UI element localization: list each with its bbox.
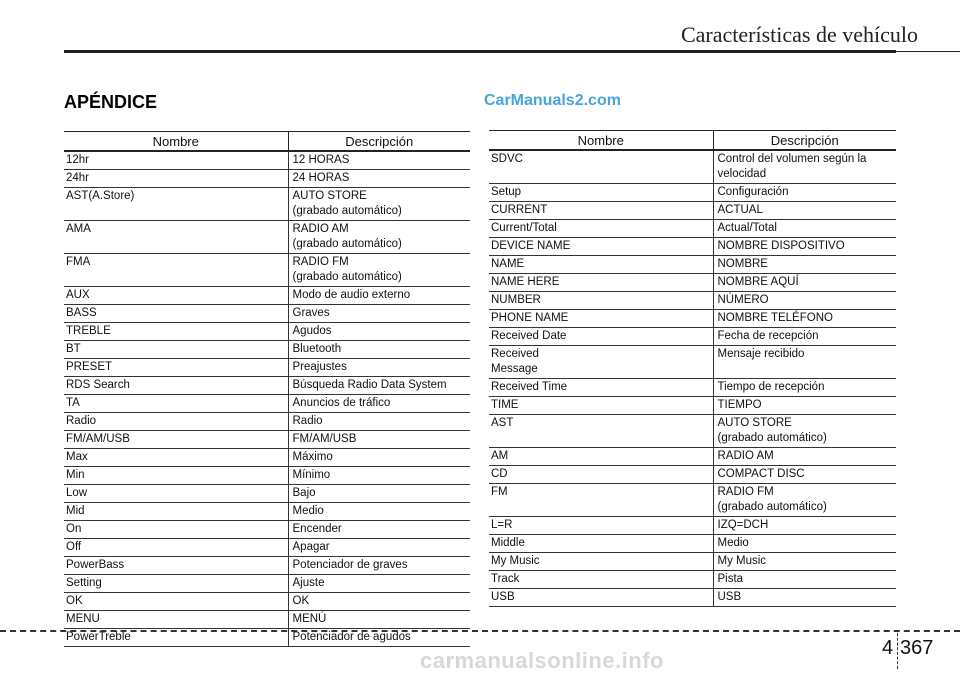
row-description-cell [288,170,470,188]
header-rule [64,50,896,53]
footer-watermark: carmanualsonline.info [420,648,664,673]
row-description-cell [288,503,470,521]
table-row [64,539,470,557]
row-name-cell [64,503,288,521]
row-description: Potenciador de graves [292,559,408,571]
row-name: Middle [491,537,525,549]
header-rule-extension [896,51,960,52]
row-name-cell [489,346,713,379]
section-title: APÉNDICE [64,92,158,112]
row-description-cell [713,292,896,310]
row-name-cell [489,328,713,346]
row-name: MENU [66,613,100,625]
table-row [489,184,896,202]
row-name: PRESET [66,361,113,373]
row-name: L=R [491,519,513,531]
row-description-cell [713,553,896,571]
row-description-cell [288,151,470,170]
row-description-cell [288,188,470,221]
row-description-cell [713,274,896,292]
column-header-descripcion: Descripción [713,131,896,151]
row-description-cell [713,517,896,535]
row-description-cell [713,448,896,466]
row-description-continued: velocidad [717,168,767,180]
row-name: CURRENT [491,204,548,216]
row-name-cell [64,593,288,611]
row-description: Mínimo [292,469,331,481]
row-description: USB [717,591,742,603]
table-row [489,238,896,256]
table-row [64,485,470,503]
page-number-separator [897,633,898,669]
column-header-descripcion: Descripción [288,132,470,152]
table-row [489,553,896,571]
row-name: On [66,523,82,535]
table-row [64,593,470,611]
table-row [489,274,896,292]
row-description-cell [713,379,896,397]
row-description-cell [713,220,896,238]
row-name: Radio [66,415,97,427]
row-name-cell [64,341,288,359]
table-row [489,256,896,274]
row-description-cell [713,256,896,274]
row-name: OK [66,595,83,607]
table-header-row [489,131,896,151]
row-description-continued: (grabado automático) [717,501,827,513]
footer-dashed-rule [0,630,960,632]
row-name: Track [491,573,520,585]
row-description: Medio [717,537,749,549]
row-name-cell [489,589,713,607]
row-name-cell [64,170,288,188]
row-name-cell [489,274,713,292]
table-row [64,341,470,359]
row-name-cell [64,305,288,323]
row-name-cell [489,150,713,184]
row-name-cell [489,379,713,397]
row-name-cell [489,310,713,328]
column-header-nombre: Nombre [489,131,713,151]
row-description-cell [713,571,896,589]
table-row [489,535,896,553]
row-name-cell [64,449,288,467]
row-description: ACTUAL [717,204,763,216]
table-row [64,287,470,305]
chapter-number: 4 [882,637,894,659]
row-description-cell [288,431,470,449]
row-description: Preajustes [292,361,347,373]
row-description-cell [713,346,896,379]
table-row [64,449,470,467]
row-description: RADIO AM [292,223,349,235]
row-description: Búsqueda Radio Data System [292,379,447,391]
row-description-cell [288,377,470,395]
row-description: Actual/Total [717,222,777,234]
row-name: Max [66,451,88,463]
row-description: Apagar [292,541,330,553]
table-row [64,521,470,539]
table-row [64,503,470,521]
row-description: FM/AM/USB [292,433,357,445]
row-name-cell [489,448,713,466]
row-name: TA [66,397,80,409]
row-description-cell [713,202,896,220]
row-description-cell [713,415,896,448]
table-row [489,397,896,415]
table-row [64,221,470,254]
row-description: Modo de audio externo [292,289,411,301]
table-row [489,328,896,346]
row-name: TREBLE [66,325,111,337]
row-name: AM [491,450,509,462]
row-description: RADIO AM [717,450,774,462]
row-name: NUMBER [491,294,541,306]
row-description-cell [713,535,896,553]
row-description-cell [288,287,470,305]
row-name-cell [489,292,713,310]
row-description-cell [713,397,896,415]
table-row [489,448,896,466]
table-row [64,413,470,431]
row-name: AUX [66,289,90,301]
row-name-cell [64,413,288,431]
row-name: RDS Search [66,379,130,391]
row-name: Setting [66,577,102,589]
table-row [489,484,896,517]
table-row [489,415,896,448]
table-row [489,150,896,184]
row-description: Bajo [292,487,316,499]
table-row [64,431,470,449]
table-row [64,359,470,377]
table-row [489,571,896,589]
row-name-cell [489,238,713,256]
table-row [64,611,470,629]
row-description: Control del volumen según la [717,153,867,165]
page-header-title: Características de vehículo [680,22,918,47]
table-row [489,220,896,238]
row-description-continued: (grabado automático) [292,238,402,250]
row-name: My Music [491,555,540,567]
row-description: AUTO STORE [292,190,367,202]
row-description: Encender [292,523,342,535]
row-description: Agudos [292,325,332,337]
row-description: 24 HORAS [292,172,350,184]
table-row [64,151,470,170]
row-description-cell [713,589,896,607]
row-name: Setup [491,186,522,198]
row-description: My Music [717,555,767,567]
row-name: TIME [491,399,519,411]
row-description-cell [288,593,470,611]
row-description-cell [288,395,470,413]
row-description: NOMBRE TELÉFONO [717,312,833,324]
row-description: Fecha de recepción [717,330,819,342]
row-name: AMA [66,223,91,235]
row-name: PowerTreble [66,631,131,643]
row-description-cell [713,328,896,346]
row-description: MENÚ [292,613,327,625]
row-name-cell [489,535,713,553]
table-row [64,575,470,593]
row-name: Off [66,541,82,553]
table-row [64,323,470,341]
row-description-cell [288,254,470,287]
row-description-cell [713,238,896,256]
row-description: 12 HORAS [292,154,350,166]
row-description: NOMBRE DISPOSITIVO [717,240,845,252]
row-description: Graves [292,307,330,319]
row-description-cell [288,221,470,254]
row-description-cell [288,467,470,485]
row-description: Potenciador de agudos [292,631,411,643]
row-description: Tiempo de recepción [717,381,825,393]
row-name: FM/AM/USB [66,433,130,445]
row-name-cell [489,184,713,202]
table-row [489,346,896,379]
row-name: FM [491,486,508,498]
row-name-cell [489,466,713,484]
page-number: 367 [900,637,934,659]
row-description-cell [288,413,470,431]
row-description: Medio [292,505,324,517]
row-name-cell [64,254,288,287]
row-name-cell [64,221,288,254]
row-name-cell [64,188,288,221]
row-description: IZQ=DCH [717,519,769,531]
row-description: Pista [717,573,744,585]
row-description-cell [288,557,470,575]
table-row [64,377,470,395]
row-name: Min [66,469,85,481]
table-row [64,254,470,287]
row-name: NAME [491,258,525,270]
row-name-cell [64,485,288,503]
table-row [64,395,470,413]
table-header-row [64,132,470,152]
table-row [489,310,896,328]
row-name: Mid [66,505,85,517]
row-name: CD [491,468,508,480]
row-name: AST [491,417,514,429]
row-description: NOMBRE AQUÍ [717,276,799,288]
row-name-cell [489,256,713,274]
table-row [489,589,896,607]
row-name: 24hr [66,172,90,184]
row-name-cell [489,415,713,448]
table-row [489,466,896,484]
row-description-cell [713,466,896,484]
table-row [489,202,896,220]
row-description: AUTO STORE [717,417,792,429]
row-description: TIEMPO [717,399,762,411]
row-description: Configuración [717,186,789,198]
row-name-cell [64,521,288,539]
row-description-cell [288,305,470,323]
row-description-cell [288,341,470,359]
row-name-cell [64,611,288,629]
table-row [64,557,470,575]
row-name: DEVICE NAME [491,240,571,252]
row-description-continued: (grabado automático) [292,271,402,283]
row-description-cell [288,485,470,503]
row-name-cell [64,395,288,413]
row-name-cell [64,151,288,170]
row-description: Radio [292,415,323,427]
row-name-cell [489,202,713,220]
table-row [489,379,896,397]
table-row [64,188,470,221]
row-description-cell [288,359,470,377]
row-name-cell [64,323,288,341]
row-description: Ajuste [292,577,325,589]
row-description: Anuncios de tráfico [292,397,391,409]
row-name: PowerBass [66,559,125,571]
row-name-continued: Message [491,363,538,375]
row-name: AST(A.Store) [66,190,135,202]
row-description: Mensaje recibido [717,348,805,360]
table-row [489,517,896,535]
row-name: NAME HERE [491,276,560,288]
right-spec-table [489,130,896,607]
row-description-cell [713,184,896,202]
row-description-cell [288,323,470,341]
row-name: Low [66,487,88,499]
row-description: NOMBRE [717,258,768,270]
row-name: BASS [66,307,97,319]
row-description-cell [288,539,470,557]
row-description: RADIO FM [717,486,774,498]
row-name: Received Time [491,381,568,393]
row-name-cell [64,287,288,305]
row-description: COMPACT DISC [717,468,805,480]
row-name-cell [64,539,288,557]
watermark-link[interactable]: CarManuals2.com [484,92,621,109]
row-name-cell [64,431,288,449]
row-name: BT [66,343,81,355]
row-name-cell [64,467,288,485]
row-description-cell [713,484,896,517]
row-name: 12hr [66,154,90,166]
row-name: FMA [66,256,91,268]
row-description-cell [713,150,896,184]
row-description-cell [288,521,470,539]
row-name-cell [489,397,713,415]
row-name-cell [489,517,713,535]
table-row [64,170,470,188]
row-name-cell [64,557,288,575]
row-name: Received Date [491,330,567,342]
row-name-cell [489,484,713,517]
row-description: OK [292,595,310,607]
row-name-cell [489,571,713,589]
row-name-cell [489,220,713,238]
row-name-cell [64,377,288,395]
row-description-continued: (grabado automático) [717,432,827,444]
row-name: PHONE NAME [491,312,569,324]
row-name: USB [491,591,515,603]
row-name: SDVC [491,153,523,165]
row-description-cell [288,611,470,629]
row-name: Received [491,348,539,360]
row-description-continued: (grabado automático) [292,205,402,217]
column-header-nombre: Nombre [64,132,288,152]
row-name-cell [489,553,713,571]
table-row [64,305,470,323]
row-name: Current/Total [491,222,557,234]
table-row [489,292,896,310]
table-row [64,467,470,485]
row-description-cell [713,310,896,328]
row-description: Bluetooth [292,343,342,355]
row-description-cell [288,449,470,467]
row-description: RADIO FM [292,256,349,268]
row-name-cell [64,359,288,377]
row-description: NÚMERO [717,294,769,306]
row-description-cell [288,575,470,593]
left-spec-table [64,131,470,647]
row-description: Máximo [292,451,333,463]
row-name-cell [64,575,288,593]
